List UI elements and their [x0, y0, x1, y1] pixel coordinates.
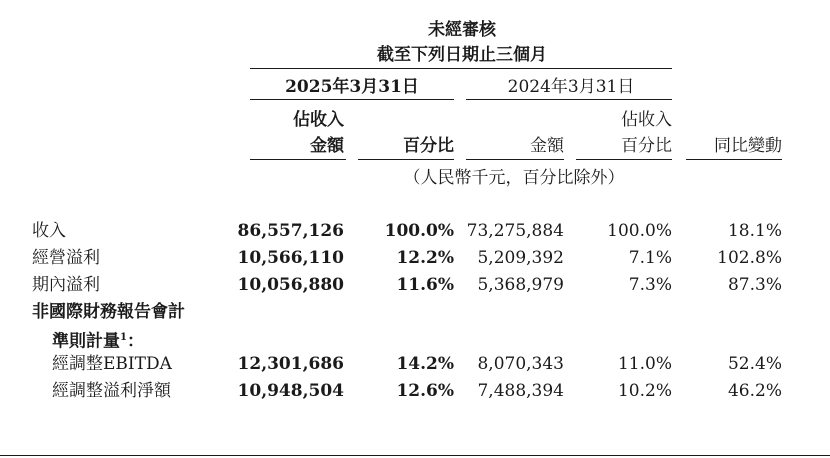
sub-row-pct-2025: 12.6%	[396, 381, 454, 401]
section-title-line1: 非國際財務報告會計	[32, 302, 185, 322]
sub-row-amount-2025: 10,948,504	[237, 381, 344, 401]
sub-row-pct-2025: 14.2%	[396, 354, 454, 374]
row-label: 經營溢利	[32, 248, 100, 268]
amount-2024-header: 金額	[530, 136, 564, 156]
sub-row-label: 經調整EBITDA	[52, 354, 172, 374]
period-2024-rule	[466, 99, 672, 100]
row-pct-2024: 7.3%	[628, 275, 672, 295]
unit-note: （人民幣千元，百分比除外）	[403, 168, 625, 188]
row-pct-2024: 100.0%	[607, 221, 672, 241]
row-amount-2025: 10,566,110	[237, 248, 344, 268]
row-amount-2025: 86,557,126	[237, 221, 344, 241]
sub-row-pct-2024: 11.0%	[617, 354, 672, 374]
row-amount-2024: 5,368,979	[477, 275, 564, 295]
header-rule	[250, 68, 672, 69]
sub-row-amount-2025: 12,301,686	[237, 354, 344, 374]
pct-2024-rule	[576, 159, 672, 160]
amount-2024-rule	[466, 159, 564, 160]
sub-row-yoy: 52.4%	[727, 354, 782, 374]
row-yoy: 18.1%	[727, 221, 782, 241]
row-amount-2024: 5,209,392	[477, 248, 564, 268]
page-bottom-rule	[0, 455, 830, 456]
period-2025-rule	[250, 99, 454, 100]
sub-row-label: 經調整溢利淨額	[52, 381, 171, 401]
row-amount-2024: 73,275,884	[466, 221, 564, 241]
row-pct-2025: 11.6%	[396, 275, 454, 295]
row-pct-2025: 12.2%	[396, 248, 454, 268]
pct-2025-header-line2: 百分比	[403, 136, 454, 156]
period-2025-header: 2025年3月31日	[285, 77, 419, 97]
amount-2025-rule	[250, 159, 346, 160]
pct-2024-header-line1: 佔收入	[621, 110, 672, 130]
pct-2024-header-line2: 百分比	[621, 136, 672, 156]
sub-row-pct-2024: 10.2%	[617, 381, 672, 401]
footnote-mark: 1	[120, 332, 127, 343]
pct-2025-header-line1: 佔收入	[293, 110, 344, 130]
row-yoy: 87.3%	[727, 275, 782, 295]
table-subtitle: 截至下列日期止三個月	[377, 45, 547, 65]
row-label: 期內溢利	[32, 275, 100, 295]
sub-row-amount-2024: 7,488,394	[477, 381, 564, 401]
row-pct-2024: 7.1%	[628, 248, 672, 268]
sub-row-amount-2024: 8,070,343	[477, 354, 564, 374]
row-pct-2025: 100.0%	[384, 221, 454, 241]
amount-2025-header: 金額	[310, 136, 344, 156]
pct-2025-rule	[358, 159, 454, 160]
table-title: 未經審核	[428, 20, 496, 40]
yoy-header: 同比變動	[714, 136, 782, 156]
yoy-rule	[686, 159, 782, 160]
period-2024-header: 2024年3月31日	[507, 77, 635, 97]
section-title-line2: 準則計量$^1$：	[52, 331, 144, 352]
row-yoy: 102.8%	[717, 248, 782, 268]
row-amount-2025: 10,056,880	[237, 275, 344, 295]
sub-row-yoy: 46.2%	[727, 381, 782, 401]
row-label: 收入	[32, 221, 66, 241]
